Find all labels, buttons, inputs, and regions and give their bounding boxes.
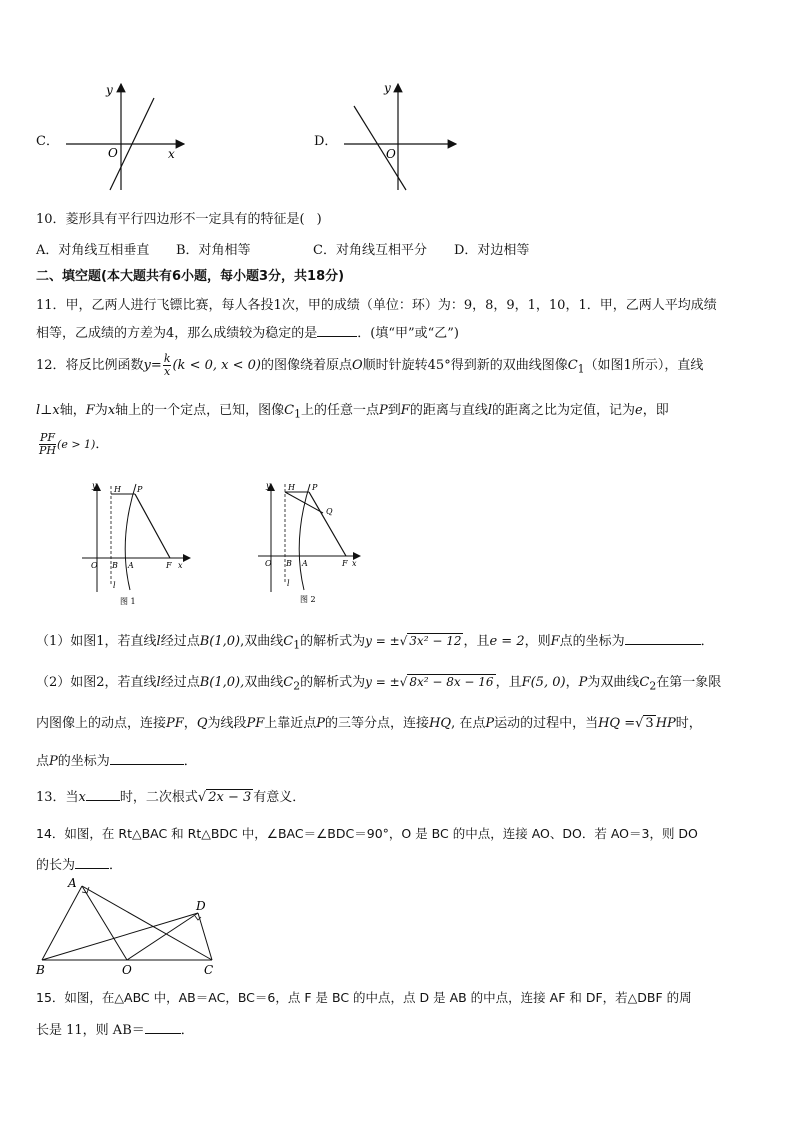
q14-line2 xyxy=(36,854,122,873)
svg-text:P: P xyxy=(137,485,143,494)
q12-sub: 1 xyxy=(294,407,302,421)
svg-text:P: P xyxy=(312,483,318,492)
q11-line2-text: 相等，乙成绩的方差为4，那么成绩较为稳定的是 xyxy=(36,326,318,341)
q12-sub1-eq: y = ± xyxy=(365,634,400,648)
q12-sub2-line2: 内图像上的动点，连接PF，Q为线段PF上靠近点P的三等分点，连接HQ, 在点P运动的过程中，当HQ =√ 3 HP时， xyxy=(36,716,702,731)
q10-option-a: A．对角线互相垂直 xyxy=(36,243,150,258)
q12-sub2-text: 的三等分点，连接 xyxy=(325,716,430,731)
q12-sub2-var: PF xyxy=(166,716,184,731)
q11-line2 xyxy=(36,322,459,341)
q12-ratio-cond: (e > 1) xyxy=(57,438,96,451)
q13-radicand: 2x − 3 xyxy=(208,790,252,805)
option-c-label: C． xyxy=(36,134,59,149)
q12-sub2-text: , 在点 xyxy=(451,716,486,731)
q12-var: F xyxy=(400,403,410,418)
q12-text: 为 xyxy=(94,403,108,418)
q12-sub2-eq: HQ = xyxy=(598,716,636,731)
q12-sub2-text: （2）如图2，若直线 xyxy=(36,675,157,690)
svg-text:H: H xyxy=(288,483,295,492)
q12-sub1-text: 点的坐标为 xyxy=(559,634,625,649)
q11-answer-blank[interactable] xyxy=(317,324,357,337)
q12-figure-1 xyxy=(78,480,198,610)
q12-sub1-answer-blank[interactable] xyxy=(625,632,701,645)
q11-line1: 11．甲，乙两人进行飞镖比赛，每人各投1次，甲的成绩（单位：环）为：9，8，9，1，10，1．甲，乙两人平均成绩 xyxy=(36,298,717,313)
q12-sub2-sub: 2 xyxy=(293,679,301,693)
d-origin-label: O xyxy=(386,147,396,161)
q12-line3 xyxy=(38,432,108,457)
q12-sub2-text: 点 xyxy=(36,754,50,769)
q12-sub2-line3 xyxy=(36,750,197,769)
q12-frac-num: k xyxy=(163,352,171,365)
q12-sub2-answer-blank[interactable] xyxy=(110,752,184,765)
q12-sub2-var: P xyxy=(316,716,326,731)
q10-stem-end: ) xyxy=(316,212,322,227)
q12-var: F xyxy=(85,403,95,418)
option-d-graph xyxy=(340,80,465,195)
q12-var: l xyxy=(487,403,493,418)
q12-var: C xyxy=(284,403,295,418)
q12-sub1-var: l xyxy=(156,634,161,649)
svg-text:y: y xyxy=(266,481,271,490)
q12-sub1-text: 的解析式为 xyxy=(300,634,366,649)
q12-ratio-fraction xyxy=(39,432,56,457)
q12-var: x xyxy=(107,403,116,418)
svg-text:O: O xyxy=(122,963,132,977)
svg-text:A: A xyxy=(302,559,308,568)
svg-text:B: B xyxy=(36,963,45,977)
option-d-label: D． xyxy=(314,134,338,149)
q12-sub2-end: ． xyxy=(183,754,197,769)
q12-sub2-var: P xyxy=(485,716,495,731)
svg-text:图 1: 图 1 xyxy=(120,597,136,606)
q12-sub1-radicand: 3x² − 12 xyxy=(409,634,462,648)
q12-sub2-text: 经过点 xyxy=(160,675,200,690)
q13-text: 13．当 xyxy=(36,790,79,805)
q15-answer-blank[interactable] xyxy=(145,1021,181,1034)
q12-sub2-text: ， xyxy=(183,716,197,731)
q10-option-b: B．对角相等 xyxy=(176,243,251,258)
q10-option-d: D．对边相等 xyxy=(454,243,530,258)
q12-text: 轴上的一个定点，已知，图像 xyxy=(115,403,285,418)
q12-ratio-num: PF xyxy=(40,431,56,444)
q12-sub2-text: 运动的过程中，当 xyxy=(494,716,599,731)
q12-sub2-line1: （2）如图2，若直线l经过点B(1,0),双曲线$C_2$的解析式为y = ±√ 8x² − 8x − 16 ，且F(5, 0)，P为双曲线$C_2$在第一象限 xyxy=(36,675,722,693)
q13-var: x xyxy=(78,790,86,805)
q12-var: P xyxy=(379,403,388,418)
q13-text: 时，二次根式 xyxy=(119,790,198,805)
q12-sub1-var: F xyxy=(550,634,560,649)
svg-text:F: F xyxy=(166,561,172,570)
q11-line2-end: ．(填“甲”或“乙”) xyxy=(357,326,460,341)
d-y-label: y xyxy=(384,81,391,95)
q12-sub1-text: ，且 xyxy=(463,634,490,649)
q14-end: ． xyxy=(109,858,123,873)
svg-text:A: A xyxy=(68,876,77,890)
q12-fraction xyxy=(163,353,172,378)
q12-sub2-var: l xyxy=(156,675,161,690)
q14-text: 的长为 xyxy=(36,858,76,873)
q12-figure-2 xyxy=(256,480,371,610)
q12-sub1-sub: 1 xyxy=(293,638,301,652)
c-origin-label: O xyxy=(108,146,118,160)
svg-text:A: A xyxy=(128,561,134,570)
q15-text: 长是 11，则 AB＝ xyxy=(36,1023,145,1038)
svg-text:y: y xyxy=(92,481,97,490)
svg-text:x: x xyxy=(178,561,183,570)
section-2-title: 二、填空题(本大题共有6小题，每小题3分，共18分) xyxy=(36,269,345,284)
svg-text:O: O xyxy=(91,561,98,570)
q12-frac-den: x xyxy=(164,365,171,378)
svg-text:x: x xyxy=(352,559,357,568)
q12-var: x xyxy=(52,403,60,418)
q12-var: y xyxy=(143,358,151,373)
q12-text: （如图1所示），直线 xyxy=(584,358,704,373)
q12-text: 轴， xyxy=(59,403,86,418)
q12-ratio-den: PH xyxy=(39,444,57,457)
q12-sub2-var: Q xyxy=(196,716,208,731)
q12-sub2-var: P xyxy=(49,754,58,769)
c-x-label: x xyxy=(168,147,175,161)
q12-sub2-var: P xyxy=(578,675,588,690)
q14-line1: 14．如图，在 Rt△BAC 和 Rt△BDC 中，∠BAC＝∠BDC＝90°，O 是 BC 的中点，连接 AO、DO．若 AO＝3，则 DO xyxy=(36,826,698,841)
q12-text: 上的任意一点 xyxy=(301,403,380,418)
svg-text:B: B xyxy=(286,559,292,568)
c-y-label: y xyxy=(106,83,113,97)
svg-text:H: H xyxy=(114,485,121,494)
q10-option-c: C．对角线互相平分 xyxy=(313,243,427,258)
q12-sub1: （1）如图1，若直线l经过点B(1,0),双曲线$C_1$的解析式为y = ±√ 3x² − 12 ，且e = 2，则F点的坐标为 ． xyxy=(36,634,714,652)
q12-sub2-var: PF xyxy=(246,716,265,731)
q12-ratio-end: ． xyxy=(95,437,109,452)
svg-text:C: C xyxy=(204,963,214,977)
q12-sub2-var: HP xyxy=(655,716,676,731)
q15-line1: 15．如图，在△ABC 中，AB＝AC，BC＝6，点 F 是 BC 的中点，点 D 是 AB 的中点，连接 AF 和 DF，若△DBF 的周 xyxy=(36,990,692,1005)
svg-text:F: F xyxy=(342,559,348,568)
q12-text: 的距离之比为定值，记为 xyxy=(492,403,636,418)
q12-sub1-point: B(1,0) xyxy=(199,634,241,649)
q14-figure xyxy=(34,874,224,976)
q12-sub1-var: C xyxy=(283,634,294,649)
q12-var: e xyxy=(635,403,643,418)
q12-text: ，即 xyxy=(642,403,669,418)
q12-var: l xyxy=(36,403,41,418)
svg-text:l: l xyxy=(113,581,116,590)
q15-end: ． xyxy=(180,1023,194,1038)
q12-text: 到 xyxy=(387,403,401,418)
svg-text:O: O xyxy=(265,559,272,568)
q15-line2 xyxy=(36,1019,194,1038)
q12-text: ⊥ xyxy=(40,403,53,418)
q10-number: 10． xyxy=(36,212,66,227)
q12-sub2-var: C xyxy=(639,675,650,690)
q12-sub2-text: 在第一象限 xyxy=(656,675,722,690)
q12-sub: 1 xyxy=(577,362,585,376)
q12-sub2-var: C xyxy=(283,675,294,690)
q12-sub2-text: 的坐标为 xyxy=(57,754,110,769)
q12-eq: = xyxy=(150,358,162,373)
q12-sub2-text: ， xyxy=(565,675,579,690)
q13-text: 有意义． xyxy=(253,790,306,805)
q12-sub1-cond: e = 2 xyxy=(489,634,525,649)
q12-sub2-text: 时， xyxy=(675,716,702,731)
svg-text:B: B xyxy=(112,561,118,570)
q12-sub2-var: HQ xyxy=(429,716,452,731)
svg-text:图 2: 图 2 xyxy=(300,595,316,604)
q13: 13．当x 时，二次根式√ 2x − 3 有意义． xyxy=(36,790,306,805)
svg-text:l: l xyxy=(287,579,290,588)
q12-text: 12．将反比例函数 xyxy=(36,358,144,373)
q12-sub2-text: 为线段 xyxy=(207,716,247,731)
q12-sub2-eq: y = ± xyxy=(365,675,400,689)
q12-sub2-sub: 2 xyxy=(649,679,657,693)
q14-answer-blank[interactable] xyxy=(75,856,109,869)
q13-answer-blank[interactable] xyxy=(86,788,120,801)
q12-sub1-text: （1）如图1，若直线 xyxy=(36,634,157,649)
q12-sub1-text: 经过点 xyxy=(160,634,200,649)
q12-sub2-text: 上靠近点 xyxy=(264,716,317,731)
q12-sub2-radicand: 8x² − 8x − 16 xyxy=(409,675,494,689)
q12-text: 的图像绕着原点 xyxy=(260,358,352,373)
q12-var: O xyxy=(351,358,363,373)
q12-sub1-text: ,双曲线 xyxy=(240,634,284,649)
q12-sub2-text: 的解析式为 xyxy=(300,675,366,690)
q10-stem-text: 菱形具有平行四边形不一定具有的特征是( xyxy=(65,212,305,227)
svg-text:D: D xyxy=(196,899,206,913)
q12-sub2-radicand: 3 xyxy=(645,716,654,731)
q10-stem xyxy=(36,208,322,227)
q12-text: 的距离与直线 xyxy=(409,403,488,418)
q12-sub2-text: 双曲线 xyxy=(244,675,284,690)
q12-line2 xyxy=(36,399,669,421)
svg-text:Q: Q xyxy=(326,507,333,516)
q12-sub2-text: ，且 xyxy=(495,675,522,690)
q12-sub2-text: 为双曲线 xyxy=(587,675,640,690)
q12-var: C xyxy=(567,358,578,373)
q12-text: 顺时针旋转45°得到新的双曲线图像 xyxy=(362,358,568,373)
q12-sub1-text: ，则 xyxy=(524,634,551,649)
q12-sub2-point-f: F(5, 0) xyxy=(521,675,566,690)
q12-line1 xyxy=(36,352,703,384)
option-c-graph xyxy=(60,80,190,195)
q12-sub1-end: ． xyxy=(700,634,714,649)
q12-sub2-point: B(1,0), xyxy=(199,675,245,690)
q12-cond: (k < 0, x < 0) xyxy=(172,358,261,373)
q12-sub2-text: 内图像上的动点，连接 xyxy=(36,716,167,731)
